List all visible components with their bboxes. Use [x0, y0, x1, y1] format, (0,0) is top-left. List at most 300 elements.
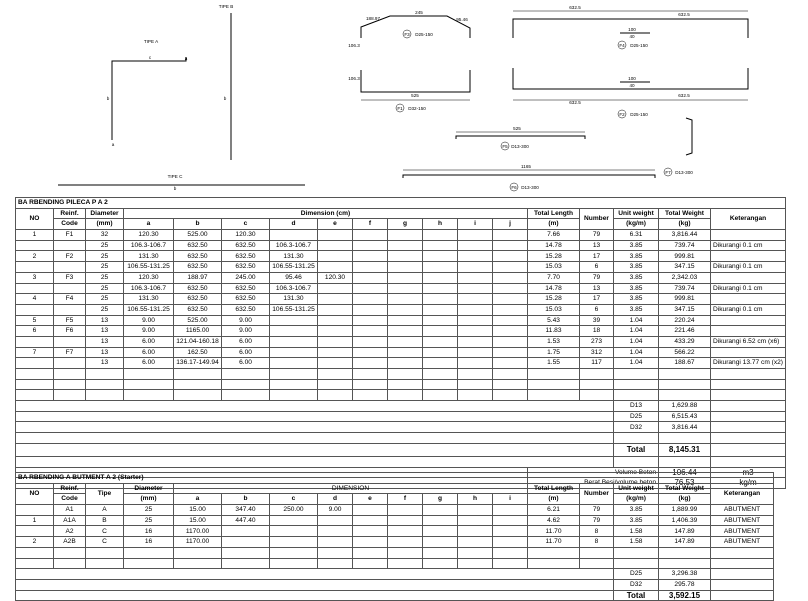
- table-cell: [270, 537, 318, 548]
- table-cell: 347.15: [659, 304, 711, 315]
- col-tipe: Tipe: [86, 483, 124, 504]
- col-number: Number: [580, 208, 614, 229]
- table-cell: [318, 262, 353, 273]
- f7-spec: D13-300: [675, 170, 693, 175]
- table-cell: 632.50: [222, 262, 270, 273]
- table-cell: [423, 294, 458, 305]
- table-cell: [388, 347, 423, 358]
- table-cell: [388, 294, 423, 305]
- table-cell: 7.70: [528, 272, 580, 283]
- table-cell: 17: [580, 251, 614, 262]
- table-cell: [318, 240, 353, 251]
- table-cell: [493, 326, 528, 337]
- table-cell: 9.00: [124, 326, 174, 337]
- tipe-a-a2: a: [184, 56, 188, 61]
- table-cell: 25: [86, 272, 124, 283]
- table-cell: [423, 326, 458, 337]
- abutment-rows: [16, 505, 774, 548]
- table-cell: 25: [86, 283, 124, 294]
- table-cell: 1170.00: [174, 537, 222, 548]
- table-cell: [388, 515, 423, 526]
- table-cell: 4: [16, 294, 54, 305]
- table-cell: 632.50: [222, 304, 270, 315]
- table-cell: [493, 262, 528, 273]
- table-cell: [353, 251, 388, 262]
- col-d: d: [318, 494, 353, 505]
- table-cell: [493, 304, 528, 315]
- table-cell: [458, 283, 493, 294]
- col-unit-weight: Unit weight: [614, 483, 659, 494]
- sum-d25-value: 3,296.38: [659, 569, 711, 580]
- table-cell: 39: [580, 315, 614, 326]
- table-cell: [388, 262, 423, 273]
- table-cell: 3.85: [614, 505, 659, 516]
- col-e: e: [353, 494, 388, 505]
- table-cell: [388, 526, 423, 537]
- f3-dim-top: 188.97: [365, 16, 381, 21]
- table-cell: [423, 262, 458, 273]
- table-cell: [353, 230, 388, 241]
- table-cell: [423, 358, 458, 369]
- table-cell: 5: [16, 315, 54, 326]
- table-cell: 147.89: [659, 526, 711, 537]
- berat-besi-label: Berat Besi/volume beton: [528, 478, 659, 489]
- table-cell: 5.43: [528, 315, 580, 326]
- table-cell: [493, 358, 528, 369]
- table-cell: [270, 358, 318, 369]
- table-cell: 3.85: [614, 272, 659, 283]
- total-value: 3,592.15: [659, 590, 711, 601]
- table-cell: Dikurangi 0.1 cm: [711, 304, 786, 315]
- table-cell: 632.50: [174, 294, 222, 305]
- table-cell: [54, 304, 86, 315]
- table-cell: 106.3-106.7: [124, 240, 174, 251]
- table-cell: 162.50: [174, 347, 222, 358]
- sum-d32-label: D32: [614, 579, 659, 590]
- table-cell: A1: [54, 505, 86, 516]
- table-cell: 15.28: [528, 294, 580, 305]
- table-title: BA RBENDING A BUTMENT A 2 (Starter): [16, 473, 774, 484]
- tipe-b-b: b: [223, 96, 227, 101]
- table-cell: [458, 230, 493, 241]
- table-cell: 79: [580, 230, 614, 241]
- table-cell: [493, 336, 528, 347]
- table-cell: B: [86, 515, 124, 526]
- table-cell: 117: [580, 358, 614, 369]
- table-cell: 15.03: [528, 262, 580, 273]
- col-unit-weight: Unit weight: [614, 208, 659, 219]
- table-cell: [458, 294, 493, 305]
- table-cell: 220.24: [659, 315, 711, 326]
- col-diameter: Diameter: [86, 208, 124, 219]
- table-cell: [711, 294, 786, 305]
- table-cell: 739.74: [659, 283, 711, 294]
- table-cell: [353, 347, 388, 358]
- table-cell: [16, 358, 54, 369]
- table-cell: 136.17-149.94: [174, 358, 222, 369]
- table-cell: 11.70: [528, 526, 580, 537]
- table-cell: 18: [580, 326, 614, 337]
- table-row: [16, 347, 786, 358]
- table-cell: [388, 240, 423, 251]
- table-cell: [388, 358, 423, 369]
- table-cell: [458, 515, 493, 526]
- table-row: [16, 240, 786, 251]
- table-cell: [423, 505, 458, 516]
- table-cell: [493, 515, 528, 526]
- f2-dim-40: 40: [629, 83, 635, 88]
- table-cell: [270, 336, 318, 347]
- table-cell: 566.22: [659, 347, 711, 358]
- f2-dim-b: 632.5: [569, 100, 581, 105]
- table-cell: 4.62: [528, 515, 580, 526]
- col-kgm: (kg/m): [614, 219, 659, 230]
- table-cell: [388, 326, 423, 337]
- table-row: [16, 505, 774, 516]
- table-cell: [711, 315, 786, 326]
- table-cell: 739.74: [659, 240, 711, 251]
- table-cell: [493, 283, 528, 294]
- tipe-a-label: TIPE A: [143, 39, 159, 44]
- volume-beton-unit: m3: [711, 467, 786, 478]
- col-kgm: (kg/m): [614, 494, 659, 505]
- table-cell: 2,342.03: [659, 272, 711, 283]
- table-cell: [388, 315, 423, 326]
- table-cell: 3.85: [614, 283, 659, 294]
- table-cell: F2: [54, 251, 86, 262]
- table-cell: 15.28: [528, 251, 580, 262]
- col-f: f: [353, 219, 388, 230]
- table-cell: 1.04: [614, 358, 659, 369]
- table-cell: 1: [16, 515, 54, 526]
- tipe-a-b: b: [106, 96, 110, 101]
- table-cell: 25: [86, 262, 124, 273]
- table-cell: 3.85: [614, 240, 659, 251]
- table-cell: 632.50: [174, 262, 222, 273]
- table-cell: [423, 515, 458, 526]
- table-cell: 95.46: [270, 272, 318, 283]
- table-cell: 13: [86, 347, 124, 358]
- table-cell: [458, 272, 493, 283]
- f7-tag: F7: [665, 170, 671, 175]
- f2-spec: D25-150: [630, 112, 648, 117]
- table-cell: 13: [86, 336, 124, 347]
- table-cell: [711, 326, 786, 337]
- table-cell: 1.04: [614, 336, 659, 347]
- col-mm: (mm): [86, 219, 124, 230]
- table-row: [16, 515, 774, 526]
- tipe-c-label: TIPE C: [167, 174, 183, 179]
- table-cell: [270, 326, 318, 337]
- table-cell: [54, 262, 86, 273]
- table-cell: 106.55-131.25: [270, 262, 318, 273]
- table-cell: [353, 283, 388, 294]
- table-cell: [458, 262, 493, 273]
- table-cell: [388, 304, 423, 315]
- table-cell: [423, 230, 458, 241]
- table-row: [16, 262, 786, 273]
- table-cell: [353, 304, 388, 315]
- f6-tag: F6: [511, 185, 517, 190]
- table-cell: [270, 515, 318, 526]
- table-cell: [222, 526, 270, 537]
- table-cell: 131.30: [124, 251, 174, 262]
- table-cell: F1: [54, 230, 86, 241]
- table-cell: [493, 526, 528, 537]
- tipe-a-shape: [112, 57, 186, 140]
- table-cell: 1: [16, 230, 54, 241]
- table-cell: 9.00: [318, 505, 353, 516]
- table-cell: [318, 537, 353, 548]
- table-cell: 79: [580, 515, 614, 526]
- table-cell: Dikurangi 6.52 cm (x6): [711, 336, 786, 347]
- table-cell: 131.30: [270, 251, 318, 262]
- table-cell: 3.85: [614, 262, 659, 273]
- table-cell: [493, 240, 528, 251]
- table-row: [16, 315, 786, 326]
- table-cell: 1.58: [614, 526, 659, 537]
- table-cell: [711, 272, 786, 283]
- table-cell: 1,406.39: [659, 515, 711, 526]
- f6-dim: 1165: [521, 164, 531, 169]
- f1-spec: D32-150: [408, 106, 426, 111]
- f1-shape: [361, 70, 470, 92]
- col-dimension: Dimension (cm): [124, 208, 528, 219]
- table-cell: [458, 326, 493, 337]
- table-cell: 13: [580, 283, 614, 294]
- table-cell: 120.30: [124, 272, 174, 283]
- table-cell: 9.00: [124, 315, 174, 326]
- rebar-shape-drawing: [0, 0, 808, 196]
- col-total-length: Total Length: [528, 483, 580, 494]
- table-cell: F5: [54, 315, 86, 326]
- table-cell: [423, 336, 458, 347]
- f6-spec: D13-300: [521, 185, 539, 190]
- table-cell: [423, 240, 458, 251]
- table-cell: 32: [86, 230, 124, 241]
- table-cell: 1.53: [528, 336, 580, 347]
- col-mm: (mm): [124, 494, 174, 505]
- col-kg: (kg): [659, 219, 711, 230]
- table-cell: [353, 358, 388, 369]
- f4-dim-b: 632.5: [678, 12, 690, 17]
- table-cell: 347.15: [659, 262, 711, 273]
- sum-d32-label: D32: [614, 422, 659, 433]
- table-cell: 6: [580, 262, 614, 273]
- table-cell: [270, 230, 318, 241]
- table-row: [16, 283, 786, 294]
- table-cell: 1.04: [614, 315, 659, 326]
- table-cell: [318, 358, 353, 369]
- table-cell: 3: [16, 272, 54, 283]
- table-cell: 15.00: [174, 515, 222, 526]
- col-g: g: [388, 219, 423, 230]
- col-reinf: Reinf.: [54, 483, 86, 494]
- table-cell: [458, 358, 493, 369]
- table-cell: [222, 537, 270, 548]
- table-row: [16, 526, 774, 537]
- table-row: [16, 294, 786, 305]
- table-cell: 250.00: [270, 505, 318, 516]
- table-cell: 6.00: [124, 358, 174, 369]
- table-cell: [318, 251, 353, 262]
- table-cell: [318, 347, 353, 358]
- table-cell: [458, 347, 493, 358]
- table-cell: 1.04: [614, 326, 659, 337]
- sum-d25-label: D25: [614, 569, 659, 580]
- f5-spec: D13-300: [511, 144, 529, 149]
- f1-tag: F1: [397, 106, 403, 111]
- col-c: c: [222, 219, 270, 230]
- col-h: h: [423, 219, 458, 230]
- table-cell: 188.97: [174, 272, 222, 283]
- table-cell: 106.55-131.25: [270, 304, 318, 315]
- table-cell: 447.40: [222, 515, 270, 526]
- col-b: b: [174, 219, 222, 230]
- table-cell: 347.40: [222, 505, 270, 516]
- table-cell: [54, 240, 86, 251]
- table-cell: [711, 251, 786, 262]
- f2-dim-a: 632.5: [678, 93, 690, 98]
- table-cell: C: [86, 537, 124, 548]
- table-cell: 1.55: [528, 358, 580, 369]
- table-cell: 632.50: [222, 294, 270, 305]
- col-m: (m): [528, 219, 580, 230]
- table-cell: [388, 251, 423, 262]
- table-cell: [493, 315, 528, 326]
- table-cell: [353, 515, 388, 526]
- table-cell: [353, 326, 388, 337]
- table-cell: [493, 251, 528, 262]
- table-cell: [423, 537, 458, 548]
- table-cell: [318, 336, 353, 347]
- abutment-bending-table: [15, 472, 774, 601]
- table-cell: 632.50: [174, 251, 222, 262]
- table-cell: 632.50: [222, 240, 270, 251]
- f3-dim-245: 245: [415, 10, 423, 15]
- col-c: c: [270, 494, 318, 505]
- table-cell: [493, 537, 528, 548]
- table-cell: [318, 283, 353, 294]
- table-cell: A2: [54, 526, 86, 537]
- table-cell: 106.55-131.25: [124, 262, 174, 273]
- table-cell: 131.30: [124, 294, 174, 305]
- table-cell: 1,889.99: [659, 505, 711, 516]
- tipe-a-a: a: [111, 142, 115, 147]
- table-cell: 1.58: [614, 537, 659, 548]
- f3-dim-9546: 95.46: [456, 17, 468, 22]
- table-cell: [423, 251, 458, 262]
- table-cell: 25: [124, 515, 174, 526]
- table-cell: 8: [580, 526, 614, 537]
- tipe-c-b: b: [173, 186, 177, 191]
- table-cell: [353, 315, 388, 326]
- table-cell: [318, 526, 353, 537]
- table-cell: Dikurangi 0.1 cm: [711, 262, 786, 273]
- table-title: BA RBENDING PILECA P A 2: [16, 198, 786, 209]
- table-cell: [458, 336, 493, 347]
- table-cell: 1.75: [528, 347, 580, 358]
- table-cell: [388, 272, 423, 283]
- f1-dim-1063: 106.3: [348, 76, 360, 81]
- col-a: a: [174, 494, 222, 505]
- f4-tag: F4: [619, 43, 625, 48]
- col-i: i: [458, 219, 493, 230]
- table-cell: 3.85: [614, 515, 659, 526]
- table-cell: 6.00: [222, 347, 270, 358]
- table-cell: [318, 294, 353, 305]
- table-cell: 13: [86, 315, 124, 326]
- col-number: Number: [580, 483, 614, 504]
- table-cell: [270, 347, 318, 358]
- table-cell: 106.3-106.7: [270, 240, 318, 251]
- table-cell: [353, 537, 388, 548]
- table-cell: [16, 505, 54, 516]
- table-cell: 120.30: [318, 272, 353, 283]
- table-cell: 15.00: [174, 505, 222, 516]
- table-cell: [423, 315, 458, 326]
- table-cell: 25: [124, 505, 174, 516]
- table-cell: 3.85: [614, 294, 659, 305]
- f3-tag: F3: [404, 32, 410, 37]
- table-cell: [423, 304, 458, 315]
- table-cell: [318, 230, 353, 241]
- col-g: g: [423, 494, 458, 505]
- f3-dim-1063: 106.3: [348, 43, 360, 48]
- col-total-weight: Total Weight: [659, 208, 711, 219]
- table-cell: 1170.00: [174, 526, 222, 537]
- table-cell: 221.46: [659, 326, 711, 337]
- table-cell: 6.21: [528, 505, 580, 516]
- total-label: Total: [614, 443, 659, 456]
- col-no: NO: [16, 483, 54, 504]
- col-reinf: Reinf.: [54, 208, 86, 219]
- f4-dim-a: 632.5: [569, 5, 581, 10]
- table-cell: 999.81: [659, 251, 711, 262]
- col-i: i: [493, 494, 528, 505]
- table-cell: F4: [54, 294, 86, 305]
- table-cell: [493, 230, 528, 241]
- table-cell: [423, 347, 458, 358]
- table-cell: [353, 336, 388, 347]
- table-row: [16, 336, 786, 347]
- col-dimension: DIMENSION: [174, 483, 528, 494]
- table-cell: [711, 230, 786, 241]
- col-keterangan: Keterangan: [711, 208, 786, 229]
- total-value: 8,145.31: [659, 443, 711, 456]
- tipe-a-c: c: [148, 55, 152, 60]
- sum-d25-label: D25: [614, 411, 659, 422]
- table-cell: [318, 304, 353, 315]
- table-cell: 999.81: [659, 294, 711, 305]
- table-cell: A1A: [54, 515, 86, 526]
- f6-shape: [403, 175, 655, 178]
- table-cell: [388, 537, 423, 548]
- volume-beton-label: Volume Beton: [528, 467, 659, 478]
- table-cell: [423, 283, 458, 294]
- f2-tag: F2: [619, 112, 625, 117]
- col-total-weight: Total Weight: [659, 483, 711, 494]
- table-cell: 632.50: [174, 304, 222, 315]
- table-cell: [16, 336, 54, 347]
- table-cell: 106.55-131.25: [124, 304, 174, 315]
- table-cell: [458, 315, 493, 326]
- table-cell: 11.83: [528, 326, 580, 337]
- table-cell: [423, 272, 458, 283]
- pilecap-bending-table: [15, 197, 786, 489]
- table-cell: 273: [580, 336, 614, 347]
- table-cell: 245.00: [222, 272, 270, 283]
